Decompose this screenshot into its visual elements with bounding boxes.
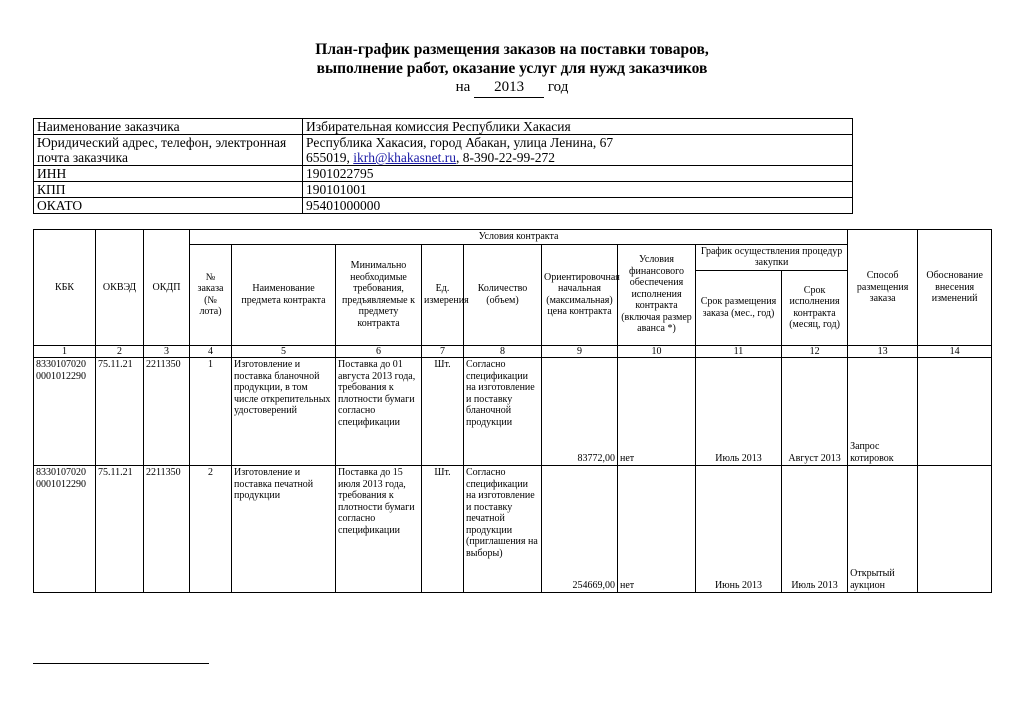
column-number: 12	[782, 345, 848, 358]
cell-placement-term: Июнь 2013	[696, 466, 782, 593]
document-title	[0, 40, 1024, 98]
header-price: Ориентировочная начальная (максимальная) цена контракта	[542, 244, 618, 345]
cell-okved: 75.11.21	[96, 466, 144, 593]
cell-justification	[918, 466, 992, 593]
cell-placement-term: Июль 2013	[696, 358, 782, 466]
header-row-1	[34, 230, 992, 245]
okato-row	[34, 198, 853, 214]
column-number: 6	[336, 345, 422, 358]
cell-requirements: Поставка до 01 августа 2013 года, требования к плотности бумаги согласно спецификации	[336, 358, 422, 466]
cell-finance: нет	[618, 466, 696, 593]
header-execution-term: Срок исполнения контракта (месяц, год)	[782, 270, 848, 345]
column-number: 1	[34, 345, 96, 358]
customer-name-label: Наименование заказчика	[34, 119, 303, 135]
inn-row	[34, 166, 853, 182]
okato-value: 95401000000	[303, 198, 853, 214]
header-contract-conditions: Условия контракта	[190, 230, 848, 245]
header-schedule: График осуществления процедур закупки	[696, 244, 848, 270]
phone-number: , 8-390-22-99-272	[456, 150, 556, 165]
address-line-1: Республика Хакасия, город Абакан, улица Ленина, 67	[306, 135, 614, 150]
cell-finance: нет	[618, 358, 696, 466]
header-justification: Обоснование внесения изменений	[918, 230, 992, 346]
inn-value: 1901022795	[303, 166, 853, 182]
customer-info-table	[33, 118, 853, 214]
customer-address-label	[34, 135, 303, 166]
cell-price: 254669,00	[542, 466, 618, 593]
cell-quantity: Согласно спецификации на изготовление и поставку бланочной продукции	[464, 358, 542, 466]
cell-execution-term: Июль 2013	[782, 466, 848, 593]
year-value: 2013	[474, 78, 544, 98]
year-suffix: год	[547, 79, 569, 95]
cell-okdp: 2211350	[144, 358, 190, 466]
customer-name-value: Избирательная комиссия Республики Хакасия	[303, 119, 853, 135]
header-okved: ОКВЭД	[96, 230, 144, 346]
column-number: 4	[190, 345, 232, 358]
cell-lot: 1	[190, 358, 232, 466]
customer-name-row	[34, 119, 853, 135]
header-quantity: Количество (объем)	[464, 244, 542, 345]
title-line-1: План-график размещения заказов на поставки товаров,	[315, 41, 709, 58]
header-kbk: КБК	[34, 230, 96, 346]
title-year-line	[0, 78, 1024, 98]
column-number: 11	[696, 345, 782, 358]
footnote-separator	[33, 663, 209, 664]
column-number-row	[34, 345, 992, 358]
cell-price: 83772,00	[542, 358, 618, 466]
cell-unit: Шт.	[422, 358, 464, 466]
header-requirements: Минимально необходимые требования, предъявляемые к предмету контракта	[336, 244, 422, 345]
header-okdp: ОКДП	[144, 230, 190, 346]
kpp-value: 190101001	[303, 182, 853, 198]
inn-label: ИНН	[34, 166, 303, 182]
kpp-row	[34, 182, 853, 198]
address-label-line-2: почта заказчика	[37, 150, 128, 165]
header-finance: Условия финансового обеспечения исполнения контракта (включая размер аванса *)	[618, 244, 696, 345]
kpp-label: КПП	[34, 182, 303, 198]
cell-method: Запрос котировок	[848, 358, 918, 466]
cell-kbk: 8330107020 0001012290	[34, 466, 96, 593]
cell-unit: Шт.	[422, 466, 464, 593]
table-row	[34, 358, 992, 466]
cell-name: Изготовление и поставка бланочной продукции, в том числе открепительных удостоверений	[232, 358, 336, 466]
address-label-line-1: Юридический адрес, телефон, электронная	[37, 135, 287, 150]
column-number: 5	[232, 345, 336, 358]
header-placement-term: Срок размещения заказа (мес., год)	[696, 270, 782, 345]
procurement-plan-table	[33, 229, 992, 593]
cell-kbk: 8330107020 0001012290	[34, 358, 96, 466]
cell-execution-term: Август 2013	[782, 358, 848, 466]
title-line-2: выполнение работ, оказание услуг для нужд заказчиков	[316, 60, 708, 77]
cell-method: Открытый аукцион	[848, 466, 918, 593]
header-unit: Ед. измерения	[422, 244, 464, 345]
column-number: 7	[422, 345, 464, 358]
address-zip: 655019,	[306, 150, 350, 165]
table-row	[34, 466, 992, 593]
header-method: Способ размещения заказа	[848, 230, 918, 346]
column-number: 13	[848, 345, 918, 358]
customer-address-value	[303, 135, 853, 166]
column-number: 10	[618, 345, 696, 358]
column-number: 3	[144, 345, 190, 358]
cell-okdp: 2211350	[144, 466, 190, 593]
cell-lot: 2	[190, 466, 232, 593]
cell-justification	[918, 358, 992, 466]
okato-label: ОКАТО	[34, 198, 303, 214]
header-lot: № заказа (№ лота)	[190, 244, 232, 345]
email-link[interactable]: ikrh@khakasnet.ru	[353, 150, 457, 165]
header-name: Наименование предмета контракта	[232, 244, 336, 345]
cell-okved: 75.11.21	[96, 358, 144, 466]
column-number: 8	[464, 345, 542, 358]
cell-requirements: Поставка до 15 июля 2013 года, требования к плотности бумаги согласно спецификации	[336, 466, 422, 593]
column-number: 2	[96, 345, 144, 358]
cell-name: Изготовление и поставка печатной продукции	[232, 466, 336, 593]
year-prefix: на	[455, 79, 471, 95]
column-number: 9	[542, 345, 618, 358]
column-number: 14	[918, 345, 992, 358]
cell-quantity: Согласно спецификации на изготовление и поставку печатной продукции (приглашения на выборы)	[464, 466, 542, 593]
customer-address-row	[34, 135, 853, 166]
address-line-2	[306, 150, 849, 165]
